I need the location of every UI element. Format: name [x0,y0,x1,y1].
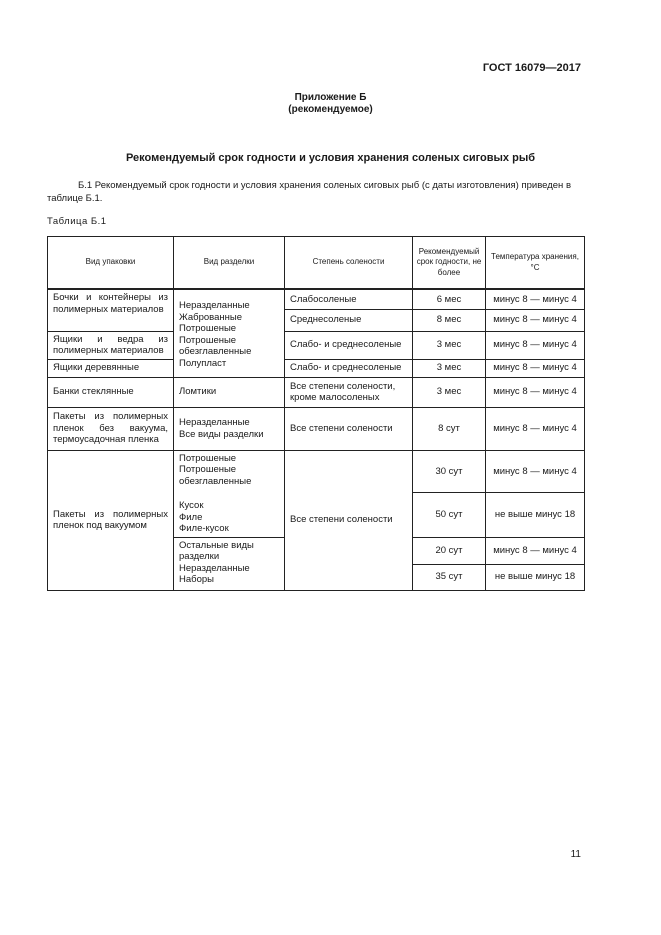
header-temperature: Температура хранения, °С [486,237,585,290]
cell-shelf-life: 8 сут [413,407,486,450]
cell-shelf-life: 6 мес [413,289,486,309]
cut-item: Наборы [179,574,214,585]
cell-temperature: не выше минус 18 [486,493,585,537]
cell-packaging: Пакеты из полимерных пленок под вакуумом [48,450,174,590]
table-row [48,407,585,450]
cut-item: Потрошеные обезглавленные [179,334,252,357]
cell-cut-list [174,407,285,450]
cut-item: Жаброванные [179,311,242,323]
header-packaging: Вид упаковки [48,237,174,290]
cell-temperature: минус 8 — минус 4 [486,407,585,450]
table-header-row [48,237,585,290]
cell-shelf-life: 30 сут [413,450,486,493]
table-row [48,450,585,493]
table-caption: Таблица Б.1 [47,216,107,227]
appendix-heading: Приложение Б [294,92,367,103]
cut-item: Неразделанные [179,417,250,428]
cell-salting: Слабосоленые [285,289,413,309]
cell-salting: Все степени солености, кроме малосоленых [285,377,413,407]
cut-item: Полупласт [179,357,227,369]
cell-salting: Все степени солености [285,407,413,450]
table-row [48,289,585,309]
cell-salting: Среднесоленые [285,309,413,331]
cell-packaging: Ящики деревянные [48,359,174,377]
page-number: 11 [570,849,581,860]
cut-item: Остальные виды разделки [179,539,254,562]
cut-item: Филе-кусок [179,523,229,534]
cut-item: Кусок [179,500,204,511]
cell-shelf-life: 3 мес [413,377,486,407]
table-row [48,331,585,345]
table-row [48,377,585,407]
cut-item: Потрошеные [179,323,237,334]
table-row [48,359,585,377]
standard-number: ГОСТ 16079—2017 [482,62,581,74]
cell-temperature: не выше минус 18 [486,564,585,590]
cell-shelf-life: 3 мес [413,331,486,359]
appendix-status: (рекомендуемое) [288,104,373,115]
cell-temperature: минус 8 — минус 4 [486,537,585,564]
cell-packaging: Банки стеклянные [48,377,174,407]
cell-temperature: минус 8 — минус 4 [486,309,585,331]
cell-temperature: минус 8 — минус 4 [486,450,585,493]
storage-table [47,236,585,591]
intro-paragraph: Б.1 Рекомендуемый срок годности и условия хранения соленых сиговых рыб (с даты изготовления) приведен в таблице Б.1. [47,180,571,204]
cell-shelf-life: 8 мес [413,309,486,331]
header-salting: Степень солености [285,237,413,290]
cell-cut-list [174,289,285,377]
cut-item: Неразделанные [179,562,250,574]
cell-shelf-life: 20 сут [413,537,486,564]
cut-item: Неразделанные [179,300,250,311]
cell-temperature: минус 8 — минус 4 [486,359,585,377]
cell-packaging: Пакеты из полимерных пленок без вакуума, термоусадочная пленка [48,407,174,450]
cell-salting: Слабо- и среднесоленые [285,359,413,377]
cell-salting: Слабо- и среднесоленые [285,331,413,359]
cut-item: Филе [179,511,203,523]
cell-temperature: минус 8 — минус 4 [486,331,585,359]
cut-item: Потрошеные обезглавленные [179,464,252,487]
cell-shelf-life: 3 мес [413,359,486,377]
cell-temperature: минус 8 — минус 4 [486,377,585,407]
cell-cut-list [174,450,285,537]
header-shelf-life: Рекомендуемый срок годности, не более [413,237,486,290]
cell-shelf-life: 35 сут [413,564,486,590]
cell-shelf-life: 50 сут [413,493,486,537]
cell-temperature: минус 8 — минус 4 [486,289,585,309]
header-cut: Вид разделки [174,237,285,290]
cut-item: Все виды разделки [179,428,264,440]
cell-cut-list [174,537,285,590]
cell-salting: Все степени солености [285,450,413,590]
cell-packaging: Ящики и ведра из полимерных материалов [48,331,174,359]
appendix-title: Рекомендуемый срок годности и условия хранения соленых сиговых рыб [125,152,536,164]
cell-packaging: Бочки и контейнеры из полимерных материалов [48,289,174,331]
cell-cut: Ломтики [174,377,285,407]
cut-item: Потрошеные [179,452,237,464]
